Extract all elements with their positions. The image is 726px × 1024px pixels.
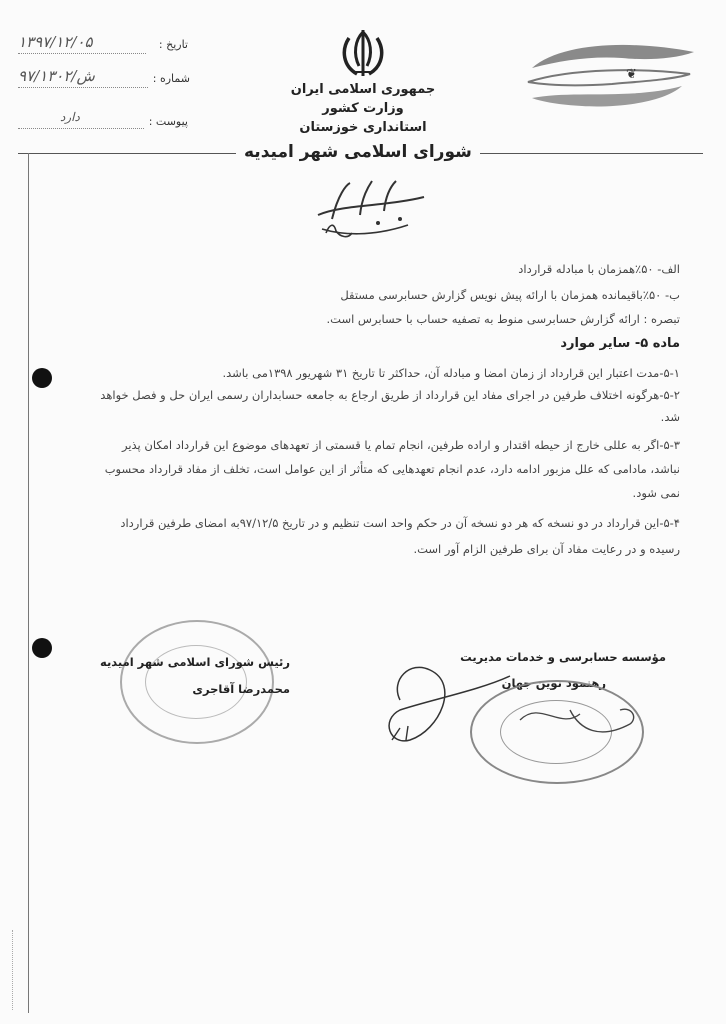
margin-print-text xyxy=(12,930,21,1010)
attachment-underline xyxy=(18,128,144,129)
number-label: شماره : xyxy=(152,72,190,85)
clause-5-4-line1: ۵-۴-این قرارداد در دو نسخه که هر دو نسخه آن در حکم واحد است تنظیم و در تاریخ ۹۷/۱۲/۵به امضای طرفین قرارداد xyxy=(120,516,680,530)
bismillah-calligraphy xyxy=(312,175,432,243)
handwritten-signature xyxy=(370,640,650,770)
date-underline xyxy=(18,53,146,54)
iran-emblem-icon xyxy=(333,28,393,80)
flag-logo-icon xyxy=(522,38,702,110)
clause-5-3-line2: نباشد، مادامی که علل مزبور ادامه دارد، عدم انجام تعهدهایی که متأثر از این عوامل است، تخلف از مفاد قرارداد محسوب xyxy=(104,462,680,476)
svg-text:❦: ❦ xyxy=(626,67,637,82)
number-value: ۹۷/۱۳۰۲/ش xyxy=(18,67,95,85)
ministry-name: وزارت کشور xyxy=(322,101,404,116)
left-frame-line xyxy=(28,153,29,1013)
audit-firm-name: رهنمود نوین جهان xyxy=(501,676,606,690)
clause-5-4-line2: رسیده و در رعایت مفاد آن برای طرفین الزام آور است. xyxy=(413,542,680,556)
council-title: شورای اسلامی شهر امیدیه xyxy=(236,142,480,162)
clause-5-3-line1: ۵-۳-اگر به عللی خارج از حیطه اقتدار و اراده طرفین، انجام تمام یا قسمتی از تعهدهای موضوع این قرارداد امکان پذیر xyxy=(121,438,680,452)
audit-firm-title: مؤسسه حسابرسی و خدمات مدیریت xyxy=(460,650,666,664)
payment-line-b: ب- ۵۰٪باقیمانده همزمان با ارائه پیش نویس گزارش حسابرسی مستقل xyxy=(340,288,680,302)
council-head-name: محمدرضا آقاجری xyxy=(192,682,290,696)
punch-hole-top xyxy=(32,368,52,388)
governorate-name: استانداری خوزستان xyxy=(299,120,427,135)
clause-5-2-line2: شد. xyxy=(660,410,680,424)
attachment-label: پیوست : xyxy=(148,115,188,128)
clause-5-1: ۵-۱-مدت اعتبار این قرارداد از زمان امضا و مبادله آن، حداکثر تا تاریخ ۳۱ شهریور ۱۳۹۸می باشد. xyxy=(222,366,680,380)
clause-5-3-line3: نمی شود. xyxy=(632,486,680,500)
date-label: تاریخ : xyxy=(158,38,188,51)
council-head-title: رئیس شورای اسلامی شهر امیدیه xyxy=(99,655,290,669)
payment-line-a: الف- ۵۰٪همزمان با مبادله قرارداد xyxy=(518,262,680,276)
punch-hole-bottom xyxy=(32,638,52,658)
attachment-value: دارد xyxy=(60,110,80,124)
number-underline xyxy=(18,87,148,88)
article-title: ماده ۵- سایر موارد xyxy=(560,336,680,351)
country-name: جمهوری اسلامی ایران xyxy=(290,82,436,97)
note-line: تبصره : ارائه گزارش حسابرسی منوط به تصفیه حساب با حسابرس است. xyxy=(326,312,680,326)
clause-5-2-line1: ۵-۲-هرگونه اختلاف طرفین در اجرای مفاد این قرارداد از طریق ارجاع به جامعه حسابداران رسمی ایران حل و فصل خواهد xyxy=(100,388,680,402)
date-value: ۱۳۹۷/۱۲/۰۵ xyxy=(18,33,93,51)
